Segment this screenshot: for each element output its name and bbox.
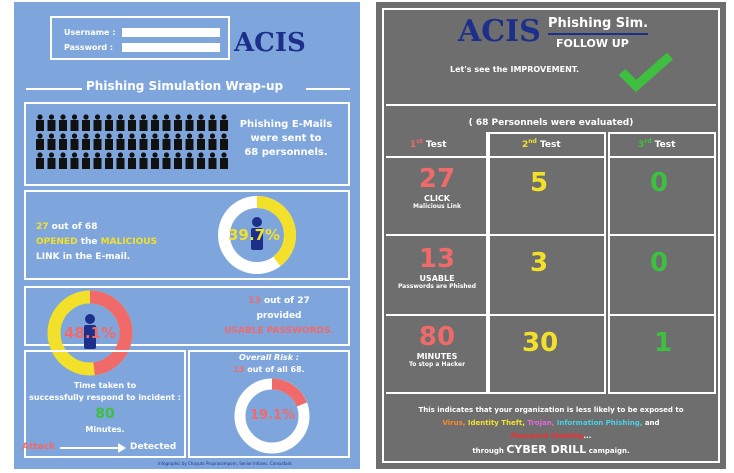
wrapup-poster: [14, 2, 360, 469]
personnel-icon: [141, 133, 146, 138]
opened-count: 27: [36, 222, 49, 232]
sent-line-3: 68 personnels.: [244, 147, 328, 158]
personnel-icon: [210, 152, 215, 157]
personnel-body: [174, 120, 182, 131]
personnel-body: [94, 139, 102, 150]
personnel-icon: [95, 152, 100, 157]
test-3-num: 3: [638, 140, 645, 150]
wrapup-title: Phishing Simulation Wrap-up: [86, 79, 284, 93]
attack-label: Attack: [22, 442, 55, 452]
risk-percent: 19.1%: [250, 408, 296, 423]
personnel-icon: [83, 114, 88, 119]
threat-password: Password Stealing: [510, 432, 584, 440]
personnel-body: [105, 139, 113, 150]
threat-identity: Identity Theft,: [467, 419, 525, 427]
test-3-label: [638, 138, 675, 150]
personnel-body: [82, 120, 90, 131]
personnel-icon: [198, 152, 203, 157]
personnel-body: [71, 158, 79, 169]
followup-title-2: FOLLOW UP: [556, 37, 629, 50]
personnel-icon: [60, 152, 65, 157]
row-1-value-3: 0: [650, 168, 669, 198]
row-2-value-2: 3: [530, 248, 549, 278]
personnel-icon: [95, 133, 100, 138]
personnel-body: [186, 158, 194, 169]
opened-percent: 39.7%: [228, 226, 281, 244]
personnel-body: [36, 158, 44, 169]
detected-label: Detected: [130, 442, 177, 452]
personnel-icon: [118, 114, 123, 119]
row-1-label-1: CLICK: [423, 194, 450, 203]
opened-text: [36, 220, 206, 265]
personnel-icon: [118, 152, 123, 157]
personnel-body: [36, 120, 44, 131]
sent-line-2: were sent to: [250, 133, 322, 144]
opened-verb: OPENED: [36, 237, 78, 247]
personnel-icon: [72, 152, 77, 157]
personnel-icon: [187, 152, 192, 157]
personnel-body: [82, 139, 90, 150]
credit-line: Infographic by Chayuto Pruprasomporn, Senior Infosec. Consultant: [158, 461, 292, 466]
personnel-body: [36, 139, 44, 150]
passwords-text: [214, 294, 344, 339]
personnel-icon: [95, 114, 100, 119]
personnel-body: [163, 139, 171, 150]
row-3-value-3: 1: [654, 328, 673, 358]
personnel-icon: [141, 152, 146, 157]
footer-ellipsis: ...: [583, 432, 592, 440]
username-field[interactable]: [122, 28, 220, 37]
personnel-body: [209, 158, 217, 169]
personnel-body: [59, 120, 67, 131]
personnel-icon: [37, 133, 42, 138]
threat-info: Information Phishing,: [556, 419, 643, 427]
personnel-icon: [49, 114, 54, 119]
personnel-body: [151, 120, 159, 131]
personnel-icon: [83, 152, 88, 157]
personnel-grid: [32, 112, 232, 172]
threat-trojan: Trojan,: [527, 419, 555, 427]
personnel-icon: [72, 133, 77, 138]
personnel-body: [209, 120, 217, 131]
personnel-icon: [129, 114, 134, 119]
personnel-icon: [129, 152, 134, 157]
row-1-label-2: Malicious Link: [413, 203, 461, 210]
arrow-head-icon: [118, 443, 126, 453]
test-1-num: 1: [410, 140, 417, 150]
personnel-icon: [198, 114, 203, 119]
personnel-body: [117, 158, 125, 169]
personnel-icon: [164, 152, 169, 157]
row-1-value-2: 5: [530, 168, 549, 198]
row-1-label: [386, 164, 488, 210]
row-3-label: [386, 322, 488, 368]
personnel-body: [186, 139, 194, 150]
personnel-icon: [49, 152, 54, 157]
personnel-icon: [141, 114, 146, 119]
personnel-body: [140, 139, 148, 150]
personnel-body: [197, 158, 205, 169]
opened-the: the: [80, 237, 98, 247]
personnel-icon: [187, 114, 192, 119]
password-label: Password :: [64, 43, 114, 52]
personnel-icon: [210, 133, 215, 138]
personnel-icon: [49, 133, 54, 138]
personnel-icon: [83, 133, 88, 138]
row-3-label-1: MINUTES: [416, 352, 458, 361]
personnel-body: [186, 120, 194, 131]
personnel-icon: [129, 133, 134, 138]
title-rule-left: [26, 88, 82, 90]
personnel-body: [140, 120, 148, 131]
title-underline: [548, 33, 648, 35]
personnel-body: [105, 158, 113, 169]
risk-text: [190, 352, 348, 376]
personnel-icon: [175, 114, 180, 119]
personnel-body: [48, 139, 56, 150]
personnel-body: [117, 120, 125, 131]
passwords-out-of: out of 27: [263, 296, 310, 306]
test-1-text: Test: [425, 140, 447, 150]
personnel-body: [59, 139, 67, 150]
footer-and: and: [644, 419, 660, 427]
test-2-label: [522, 138, 561, 150]
personnel-icon: [60, 114, 65, 119]
row-3-label-2: To stop a Hacker: [408, 361, 466, 368]
row-3-value-1: 80: [418, 322, 456, 352]
personnel-icon: [198, 133, 203, 138]
emails-sent-text: [226, 118, 346, 160]
response-value: 80: [95, 406, 115, 422]
footer-through: through: [472, 447, 504, 455]
threat-virus: Virus,: [442, 419, 466, 427]
personnel-body: [128, 120, 136, 131]
personnel-body: [197, 120, 205, 131]
passwords-provided: provided: [256, 311, 302, 321]
opened-link: LINK in the E-mail.: [36, 252, 131, 262]
passwords-usable: USABLE PASSWORDS.: [224, 326, 334, 336]
row-1-value-1: 27: [418, 164, 456, 194]
personnel-body: [209, 139, 217, 150]
personnel-body: [71, 120, 79, 131]
personnel-icon: [210, 114, 215, 119]
personnel-icon: [106, 133, 111, 138]
test-2-sup: nd: [528, 138, 537, 145]
personnel-icon: [152, 133, 157, 138]
risk-count: 13: [233, 365, 245, 374]
brand-logo: ACIS: [234, 28, 306, 58]
username-label: Username :: [64, 28, 116, 37]
test-1-label: [410, 138, 447, 150]
risk-out-of: out of all 68.: [247, 365, 305, 374]
login-panel: [50, 16, 230, 60]
personnel-body: [105, 120, 113, 131]
personnel-body: [82, 158, 90, 169]
personnel-icon: [37, 152, 42, 157]
response-line-1: Time taken to: [73, 381, 137, 390]
passwords-percent: 48.1%: [64, 324, 117, 342]
personnel-icon: [175, 152, 180, 157]
passwords-count: 13: [248, 296, 261, 306]
personnel-body: [163, 120, 171, 131]
personnel-icon: [72, 114, 77, 119]
personnel-body: [71, 139, 79, 150]
test-1-sup: st: [416, 138, 423, 145]
followup-title-1: Phishing Sim.: [548, 16, 649, 31]
footer-campaign: campaign.: [588, 447, 630, 455]
evaluated-note: ( 68 Personnels were evaluated): [468, 118, 634, 128]
footer-text: [386, 404, 716, 458]
personnel-icon: [164, 133, 169, 138]
personnel-body: [163, 158, 171, 169]
personnel-icon: [106, 114, 111, 119]
followup-poster: [376, 2, 726, 469]
opened-malicious: MALICIOUS: [100, 237, 158, 247]
test-2-text: Test: [539, 140, 561, 150]
test-3-sup: rd: [644, 138, 652, 145]
personnel-body: [151, 139, 159, 150]
response-line-2: successfully respond to incident :: [29, 393, 181, 402]
personnel-body: [128, 139, 136, 150]
personnel-body: [94, 158, 102, 169]
personnel-body: [94, 120, 102, 131]
footer-threats: [386, 417, 716, 430]
header-divider: [386, 104, 716, 106]
personnel-icon: [118, 133, 123, 138]
response-unit: Minutes.: [85, 425, 125, 434]
personnel-body: [59, 158, 67, 169]
arrow-icon: [60, 447, 120, 449]
footer-line-1: This indicates that your organization is less likely to be exposed to: [418, 406, 684, 414]
personnel-icon: [164, 114, 169, 119]
row-2-value-3: 0: [650, 248, 669, 278]
row-3-value-2: 30: [522, 328, 559, 358]
personnel-body: [197, 139, 205, 150]
test-3-text: Test: [654, 140, 676, 150]
test-2-num: 2: [522, 140, 529, 150]
checkmark-icon: [616, 52, 676, 92]
personnel-icon: [187, 133, 192, 138]
footer-drill: CYBER DRILL: [506, 443, 587, 456]
personnel-icon: [175, 133, 180, 138]
sent-line-1: Phishing E-Mails: [239, 119, 333, 130]
personnel-body: [48, 158, 56, 169]
personnel-body: [174, 139, 182, 150]
row-2-value-1: 13: [418, 244, 456, 274]
row-2-label-1: USABLE: [419, 274, 455, 283]
personnel-body: [174, 158, 182, 169]
personnel-icon: [152, 114, 157, 119]
personnel-body: [140, 158, 148, 169]
followup-tagline: Let's see the IMPROVEMENT.: [450, 65, 580, 74]
personnel-icon: [60, 133, 65, 138]
personnel-icon: [152, 152, 157, 157]
personnel-body: [128, 158, 136, 169]
brand-logo-right: ACIS: [458, 14, 541, 49]
title-rule-right: [306, 88, 350, 90]
opened-out-of: out of 68: [51, 222, 98, 232]
personnel-icon: [106, 152, 111, 157]
personnel-body: [151, 158, 159, 169]
personnel-body: [117, 139, 125, 150]
row-2-label: [386, 244, 488, 290]
personnel-body: [48, 120, 56, 131]
risk-title: Overall Risk :: [238, 353, 300, 362]
response-text: [26, 380, 184, 436]
password-field[interactable]: [122, 43, 220, 52]
personnel-icon: [37, 114, 42, 119]
row-2-label-2: Passwords are Phished: [397, 283, 477, 290]
